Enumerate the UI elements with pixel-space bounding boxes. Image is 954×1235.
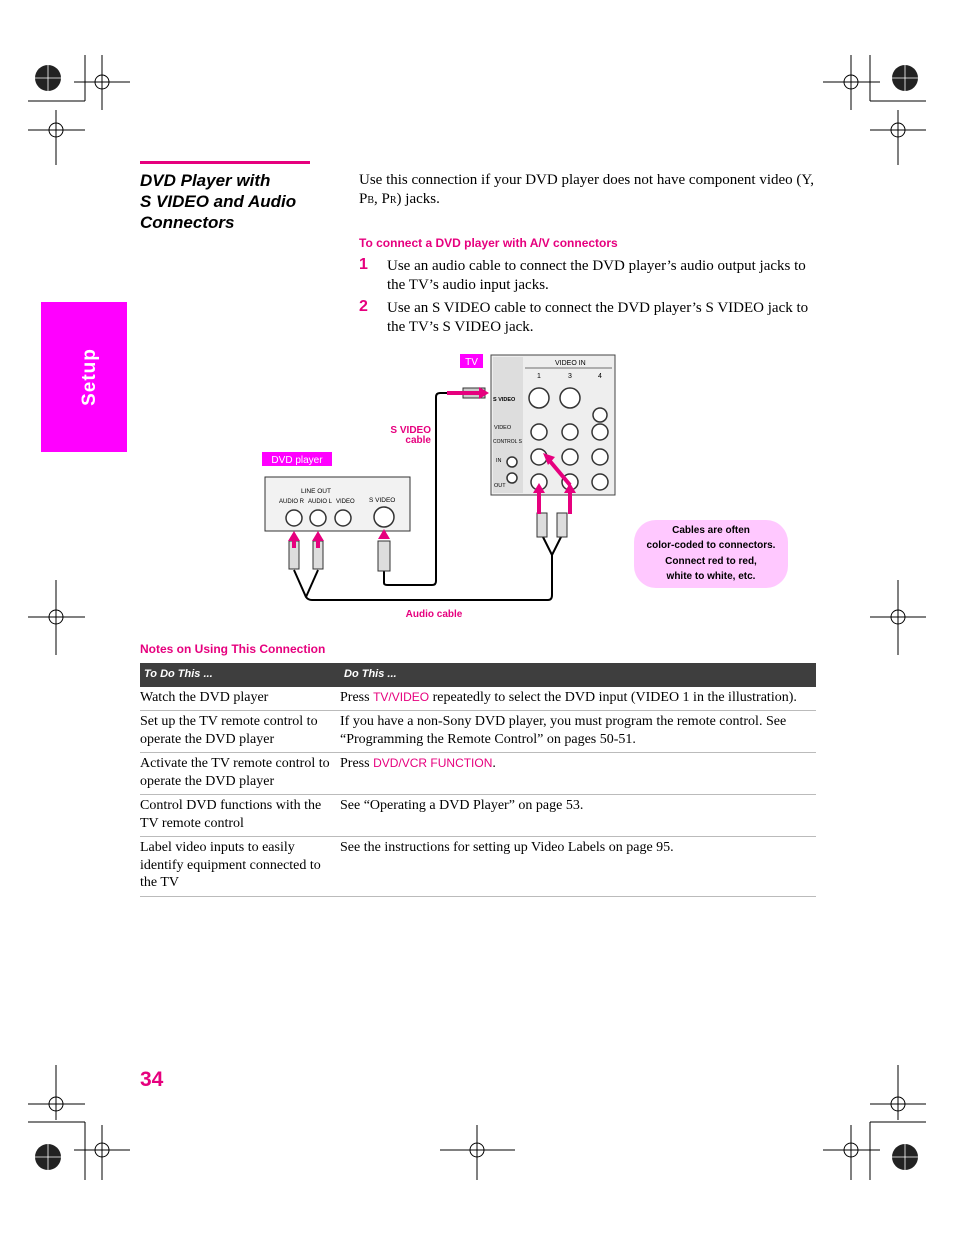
svg-text:AUDIO R: AUDIO R xyxy=(279,499,305,505)
svg-text:1: 1 xyxy=(537,373,541,380)
table-row xyxy=(140,753,816,795)
step-number: 1 xyxy=(359,256,368,273)
title-rule xyxy=(140,161,310,164)
connection-diagram xyxy=(250,345,795,630)
table-header-row xyxy=(140,663,816,687)
dothis-cell: See “Operating a DVD Player” on page 53. xyxy=(340,795,816,837)
section-title: DVD Player with S VIDEO and Audio Connectors xyxy=(140,171,297,232)
tv-label: TV xyxy=(465,357,478,368)
side-tab-label: Setup xyxy=(79,348,101,406)
notes-heading: Notes on Using This Connection xyxy=(140,642,326,656)
column-header: Do This ... xyxy=(340,663,816,687)
todo-cell: Activate the TV remote control to operate the DVD player xyxy=(140,753,340,795)
dothis-cell: Press DVD/VCR FUNCTION. xyxy=(340,753,816,795)
table-row xyxy=(140,711,816,753)
svideo-cable-label: S VIDEO xyxy=(390,425,431,436)
dothis-cell: See the instructions for setting up Video Labels on page 95. xyxy=(340,837,816,897)
svg-text:color-coded to connectors.: color-coded to connectors. xyxy=(646,540,776,551)
svg-text:VIDEO: VIDEO xyxy=(336,499,355,505)
video-in-label: VIDEO IN xyxy=(555,360,586,367)
svg-text:S VIDEO: S VIDEO xyxy=(493,397,516,403)
step-text: Use an audio cable to connect the DVD player’s audio output jacks to the TV’s audio input jacks. xyxy=(387,258,806,293)
step-text: Use an S VIDEO cable to connect the DVD player’s S VIDEO jack to the TV’s S VIDEO jack. xyxy=(387,300,809,335)
svg-text:3: 3 xyxy=(568,373,572,380)
todo-cell: Label video inputs to easily identify equipment connected to the TV xyxy=(140,837,340,897)
svg-text:4: 4 xyxy=(598,373,602,380)
step-number: 2 xyxy=(359,298,368,315)
dothis-cell: If you have a non-Sony DVD player, you must program the remote control. See “Programming the Remote Control” on pages 50-51. xyxy=(340,711,816,753)
todo-cell: Watch the DVD player xyxy=(140,687,340,711)
svg-text:cable: cable xyxy=(405,435,431,446)
audio-cable-label: Audio cable xyxy=(405,609,463,620)
table-row xyxy=(140,795,816,837)
dothis-cell: Press TV/VIDEO repeatedly to select the DVD input (VIDEO 1 in the illustration). xyxy=(340,687,816,711)
svg-text:VIDEO: VIDEO xyxy=(494,425,512,431)
svg-text:CONTROL S: CONTROL S xyxy=(493,439,522,445)
notes-table xyxy=(140,663,816,897)
svg-text:IN: IN xyxy=(496,458,502,464)
table-row xyxy=(140,687,816,711)
procedure-heading: To connect a DVD player with A/V connectors xyxy=(359,236,618,250)
audio-cable xyxy=(294,555,552,600)
page-number: 34 xyxy=(140,1068,164,1091)
column-header: To Do This ... xyxy=(140,663,340,687)
intro-paragraph: Use this connection if your DVD player does not have component video (Y, PB, PR) jacks. xyxy=(359,172,815,207)
svg-text:Connect red to red,: Connect red to red, xyxy=(665,556,757,567)
svg-text:AUDIO L: AUDIO L xyxy=(308,499,333,505)
todo-cell: Set up the TV remote control to operate the DVD player xyxy=(140,711,340,753)
table-row xyxy=(140,837,816,897)
svg-text:OUT: OUT xyxy=(494,483,506,489)
svg-text:Cables are often: Cables are often xyxy=(672,525,750,536)
todo-cell: Control DVD functions with the TV remote control xyxy=(140,795,340,837)
dvd-label: DVD player xyxy=(271,455,323,466)
svg-text:LINE OUT: LINE OUT xyxy=(301,488,331,495)
svg-text:S VIDEO: S VIDEO xyxy=(369,497,396,504)
svg-text:white to white, etc.: white to white, etc. xyxy=(666,571,756,582)
